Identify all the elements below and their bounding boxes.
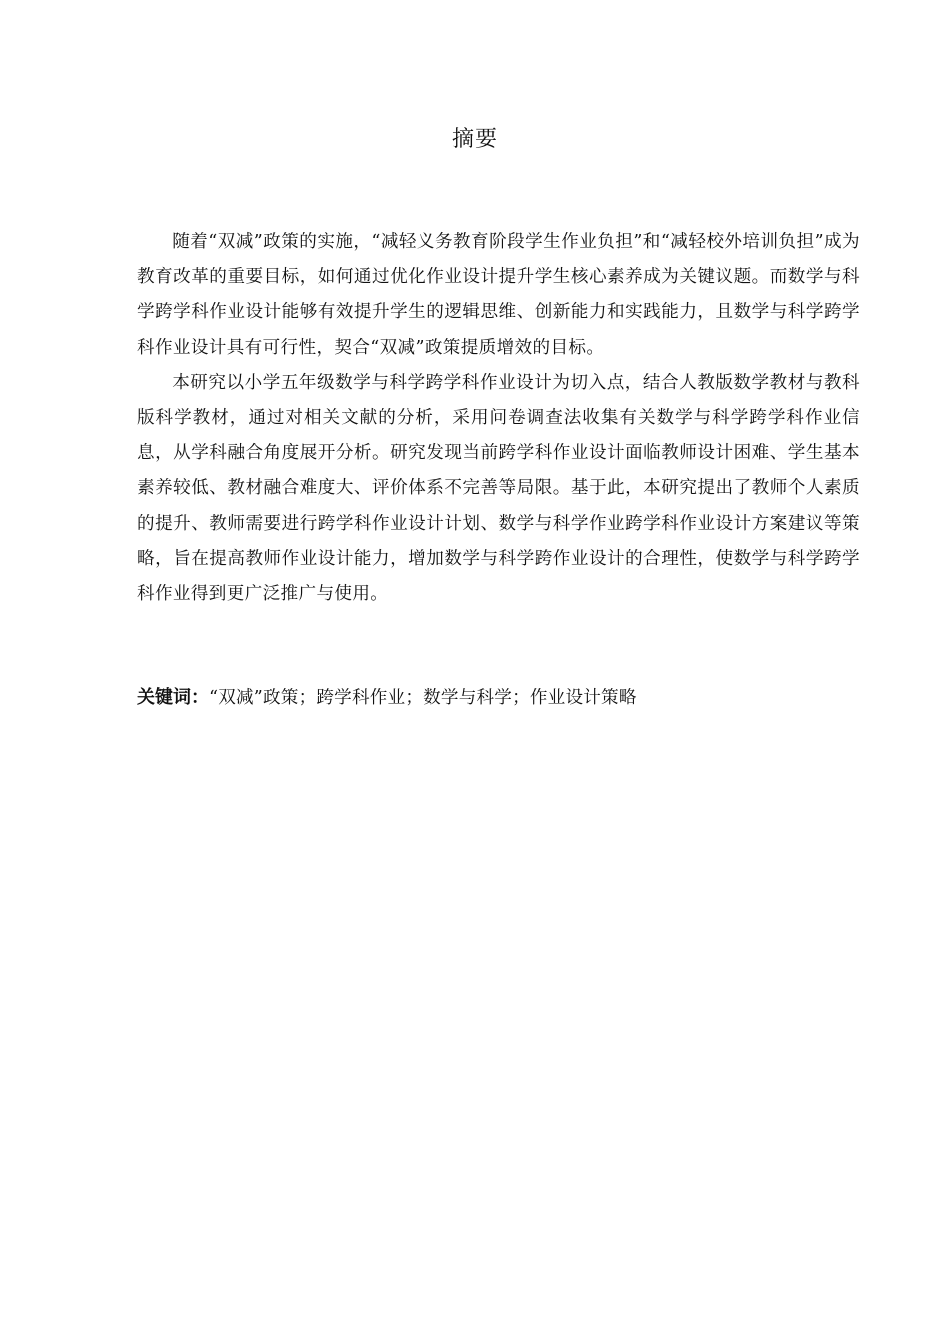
abstract-body xyxy=(137,225,860,612)
abstract-title: 摘要 xyxy=(451,127,498,152)
abstract-paragraph-1: 随着“双减”政策的实施，“减轻义务教育阶段学生作业负担”和“减轻校外培训负担”成为教育改革的重要目标，如何通过优化作业设计提升学生核心素养成为关键议题。而数学与科学跨学科作业设计能够有效提升学生的逻辑思维、创新能力和实践能力，且数学与科学跨学科作业设计具有可行性，契合“双减”政策提质增效的目标。 xyxy=(137,232,860,358)
abstract-paragraph-2: 本研究以小学五年级数学与科学跨学科作业设计为切入点，结合人教版数学教材与教科版科学教材，通过对相关文献的分析，采用问卷调查法收集有关数学与科学跨学科作业信息，从学科融合角度展开分析。研究发现当前跨学科作业设计面临教师设计困难、学生基本素养较低、教材融合难度大、评价体系不完善等局限。基于此，本研究提出了教师个人素质的提升、教师需要进行跨学科作业设计计划、数学与科学作业跨学科作业设计方案建议等策略，旨在提高教师作业设计能力，增加数学与科学跨作业设计的合理性，使数学与科学跨学科作业得到更广泛推广与使用。 xyxy=(137,372,860,605)
keywords-label: 关键词： xyxy=(137,687,209,708)
keywords-text: “双减”政策；跨学科作业；数学与科学；作业设计策略 xyxy=(209,688,637,708)
keywords-line xyxy=(137,680,860,716)
